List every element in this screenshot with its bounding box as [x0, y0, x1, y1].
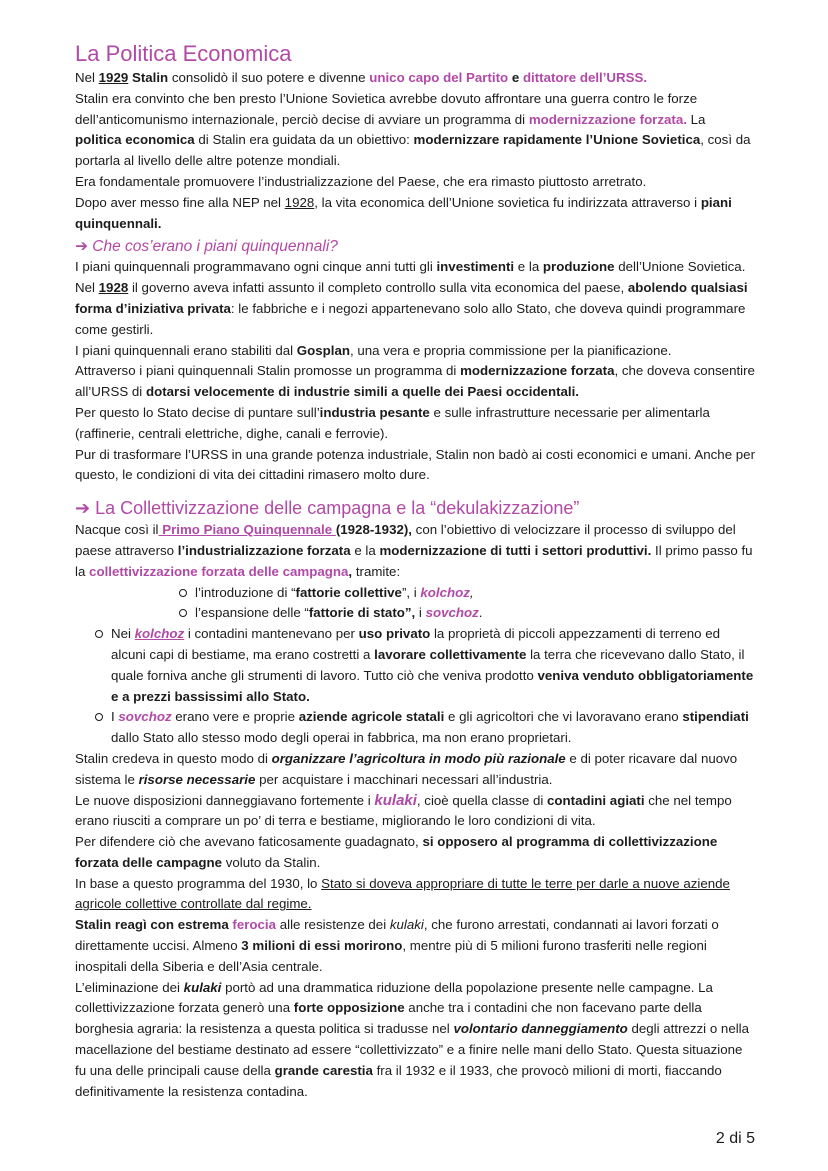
body-paragraph	[75, 915, 755, 977]
text-run: kolchoz	[420, 584, 470, 600]
document-page	[75, 40, 755, 1102]
text-run: abolendo qualsiasi forma d’iniziativa privata	[75, 280, 748, 316]
body-paragraph	[75, 978, 755, 1103]
main-list	[94, 624, 755, 749]
text-run: tramite:	[352, 563, 401, 579]
text-run: sovchoz	[118, 709, 172, 725]
text-run: , che doveva consentire all’URSS di	[75, 363, 755, 400]
body-paragraph	[75, 832, 755, 874]
text-run: produzione	[542, 259, 615, 275]
text-run: unico capo del Partito	[369, 70, 509, 85]
page-title: La Politica Economica	[75, 41, 292, 66]
list-item	[94, 624, 755, 707]
text-run: contadini agiati	[547, 792, 645, 808]
list-item	[94, 707, 755, 749]
text-run: 1929	[98, 70, 129, 85]
intro-paragraph	[75, 193, 755, 235]
text-run: voluto da Stalin.	[222, 854, 321, 870]
text-run: Attraverso i piani quinquennali Stalin promosse un programma di	[75, 363, 461, 379]
text-run: la proprietà di piccoli appezzamenti di terreno ed alcuni capi di bestiame, ma erano costretti a	[111, 626, 721, 662]
bullet-icon	[95, 630, 103, 638]
text-run: consolidò il suo potere e divenne	[168, 70, 370, 85]
text-run: e sulle infrastrutture necessarie per alimentarla (raffinerie, centrali elettriche, dighe, canali e ferrovie).	[75, 404, 710, 441]
text-run: dell’Unione Sovietica. Nel	[75, 259, 746, 296]
text-run: Stalin	[131, 70, 169, 85]
text-run: e gli agricoltori che vi lavoravano erano	[444, 709, 683, 725]
text-run: degli attrezzi o nella macellazione del bestiame destinato ad essere “collettivizzato” e a finire nelle mani dello Stato. Questa situazione fu una delle principali cause della	[75, 1021, 750, 1078]
text-run: con l’obiettivo di velocizzare il processo di sviluppo del paese attraverso	[75, 522, 736, 558]
list-item	[178, 603, 755, 624]
body-paragraph	[75, 445, 755, 487]
text-run: dallo Stato allo stesso modo degli operai in fabbrica, ma non erano proprietari.	[111, 730, 572, 746]
text-run: il governo aveva infatti assunto il completo controllo sulla vita economica del paese,	[128, 280, 628, 296]
text-run: lavorare collettivamente	[374, 646, 527, 662]
text-run: politica economica	[75, 132, 195, 148]
text-run: Nacque così il	[75, 522, 159, 538]
text-run: anche tra i contadini che non facevano parte della borghesia agraria: la resistenza a questa politica si tradusse nel	[75, 1000, 702, 1037]
text-run: Gosplan	[296, 342, 350, 358]
bullet-icon	[179, 589, 187, 597]
text-run: , mentre più di 5 milioni furono trasferiti nelle regioni inospitali della Siberia e dell’Asia centrale.	[75, 938, 707, 974]
text-run: Le nuove disposizioni danneggiavano fortemente i	[75, 792, 375, 808]
text-run: 3 milioni di essi morirono	[241, 938, 403, 954]
text-run: Stalin credeva in questo modo di	[75, 750, 272, 766]
text-run: e la	[350, 542, 380, 558]
text-run: , una vera e propria commissione per la pianificazione.	[349, 342, 672, 358]
text-run: 1928	[284, 194, 315, 210]
text-run: kulaki	[183, 979, 222, 995]
text-run: , cioè quella classe di	[416, 792, 548, 808]
section-piani	[75, 257, 755, 486]
text-run: dotarsi velocemente di industrie simili a quelle dei Paesi occidentali.	[145, 384, 579, 400]
text-run: per acquistare i macchinari necessari all’industria.	[255, 771, 553, 787]
text-run: Stalin reagì con estrema	[75, 917, 233, 933]
section-heading-collettivizzazione: ➔ La Collettivizzazione delle campagna e la “dekulakizzazione”	[75, 498, 580, 519]
text-run: In base a questo programma del 1930, lo	[75, 875, 322, 891]
text-run: fra il 1932 e il 1933, che provocò milioni di morti, fiaccando definitivamente la resistenza contadina.	[75, 1062, 722, 1099]
body-paragraph	[75, 749, 755, 791]
text-run: organizzare l’agricoltura in modo più razionale	[271, 750, 566, 766]
bullet-icon	[95, 713, 103, 721]
text-run: e di poter ricavare dal nuovo sistema le	[75, 750, 738, 787]
body-paragraph	[75, 874, 755, 916]
intro-paragraph	[75, 68, 755, 89]
text-run: La	[686, 111, 706, 127]
text-run: Era fondamentale promuovere l’industrializzazione del Paese, che era rimasto piuttosto arretrato.	[75, 173, 647, 189]
text-run: ”, i	[401, 584, 421, 600]
section-heading-piani: ➔ Che cos’erano i piani quinquennali?	[75, 238, 338, 256]
body-paragraph	[75, 341, 755, 362]
list-item-text	[195, 605, 482, 620]
text-run: e	[508, 70, 523, 85]
text-run: fattorie di stato”,	[308, 605, 416, 621]
text-run: sovchoz	[425, 605, 479, 621]
list-item-text	[195, 585, 474, 600]
text-run: alle resistenze dei	[276, 917, 390, 933]
text-run: industria pesante	[319, 404, 430, 420]
text-run: investimenti	[436, 259, 515, 275]
list-item	[178, 583, 755, 604]
text-run: I	[111, 709, 119, 725]
text-run: dittatore dell’URSS.	[522, 70, 648, 85]
text-run: forte opposizione	[293, 1000, 405, 1016]
text-run: ferocia	[232, 917, 277, 933]
text-run: modernizzare rapidamente l’Unione Sovietica	[413, 132, 701, 148]
text-run: aziende agricole statali	[298, 709, 445, 725]
body-paragraph	[75, 403, 755, 445]
text-run: Per questo lo Stato decise di puntare sull’	[75, 404, 320, 420]
text-run: Stalin era convinto che ben presto l’Unione Sovietica avrebbe dovuto affrontare una guerra contro le forze dell’anticomunismo internazionale, perciò decise di avviare un programma di	[75, 90, 698, 127]
body-paragraph	[75, 257, 755, 340]
text-run: portò ad una drammatica riduzione della popolazione presente nelle campagne. La collettivizzazione forzata generò una	[75, 979, 713, 1016]
text-run: i	[415, 605, 426, 621]
text-run: Pur di trasformare l’URSS in una grande potenza industriale, Stalin non badò ai costi economici e umani. Anche per questo, le condizioni di vita dei cittadini rimasero molto dure.	[75, 446, 755, 483]
text-run: che nel tempo erano riusciti a comprare un po’ di terra e bestiame, migliorando le loro condizioni di vita.	[75, 792, 732, 829]
sub-list	[178, 583, 755, 625]
text-run: si opposero al programma di collettivizzazione forzata delle campagne	[75, 834, 718, 870]
text-run: ,	[348, 563, 353, 579]
bullet-icon	[179, 609, 187, 617]
text-run: Stato si doveva appropriare di tutte le terre per darle a nuove aziende agricole collettive controllate dal regime.	[75, 875, 730, 912]
text-run: : le fabbriche e i negozi appartenevano solo allo Stato, che doveva quindi programmare come gestirli.	[75, 300, 746, 337]
page-number: 2 di 5	[715, 1130, 755, 1147]
section-collettivizzazione	[75, 520, 755, 1102]
text-run: (1928-1932),	[335, 522, 412, 538]
text-run: collettivizzazione forzata delle campagna	[89, 563, 349, 579]
text-run: uso privato	[358, 626, 431, 642]
text-run: .	[478, 605, 483, 621]
text-run: erano vere e proprie	[171, 709, 299, 725]
text-run: la terra che ricevevano dallo Stato, il quale forniva anche gli strumenti di lavoro. Tutto ciò che veniva prodotto	[111, 646, 745, 683]
list-item-text	[111, 709, 749, 745]
text-run: , la vita economica dell’Unione sovietica fu indirizzata attraverso i	[314, 194, 701, 210]
text-run: l’introduzione di “	[195, 584, 296, 600]
list-item-text	[111, 626, 753, 703]
body-paragraph	[75, 361, 755, 403]
text-run: modernizzazione forzata	[460, 363, 615, 379]
body-paragraph	[75, 520, 755, 582]
text-run: volontario danneggiamento	[453, 1021, 628, 1037]
text-run: fattorie collettive	[295, 584, 402, 600]
text-run: i contadini mantenevano per	[184, 626, 359, 642]
body-paragraph	[75, 791, 755, 833]
text-run: l’industrializzazione forzata	[177, 542, 351, 558]
text-run: Primo Piano Quinquennale	[158, 522, 336, 538]
text-run: veniva venduto obbligatoriamente e a prezzi bassissimi allo Stato.	[111, 667, 754, 704]
text-run: piani quinquennali.	[75, 194, 732, 231]
text-run: modernizzazione di tutti i settori produttivi.	[379, 542, 652, 558]
text-run: Nei	[111, 626, 135, 642]
text-run: stipendiati	[682, 709, 749, 725]
text-run: modernizzazione forzata.	[528, 111, 687, 127]
text-run: e la	[514, 259, 543, 275]
text-run: 1928	[98, 280, 129, 296]
text-run: l’espansione delle “	[195, 605, 309, 621]
text-run: Nel	[75, 70, 99, 85]
text-run: , che furono arrestati, condannati ai lavori forzati o direttamente uccisi. Almeno	[75, 917, 719, 954]
text-run: kolchoz	[134, 626, 185, 642]
intro-section	[75, 68, 755, 234]
text-run: risorse necessarie	[138, 771, 256, 787]
text-run: I piani quinquennali programmavano ogni cinque anni tutti gli	[75, 259, 437, 275]
text-run: Dopo aver messo fine alla NEP nel	[75, 194, 285, 210]
text-run: Per difendere ciò che avevano faticosamente guadagnato,	[75, 834, 423, 850]
intro-paragraph	[75, 89, 755, 172]
text-run: kulaki	[374, 791, 417, 809]
text-run: di Stalin era guidata da un obiettivo:	[194, 132, 414, 148]
text-run: kulaki	[389, 917, 424, 933]
text-run: Il primo passo fu la	[75, 542, 753, 579]
text-run: ,	[469, 584, 474, 600]
text-run: I piani quinquennali erano stabiliti dal	[75, 342, 297, 358]
text-run: , così da portarla al livello delle altre potenze mondiali.	[75, 132, 751, 169]
intro-paragraph	[75, 172, 755, 193]
text-run: L’eliminazione dei	[75, 979, 184, 995]
text-run: grande carestia	[274, 1062, 373, 1078]
